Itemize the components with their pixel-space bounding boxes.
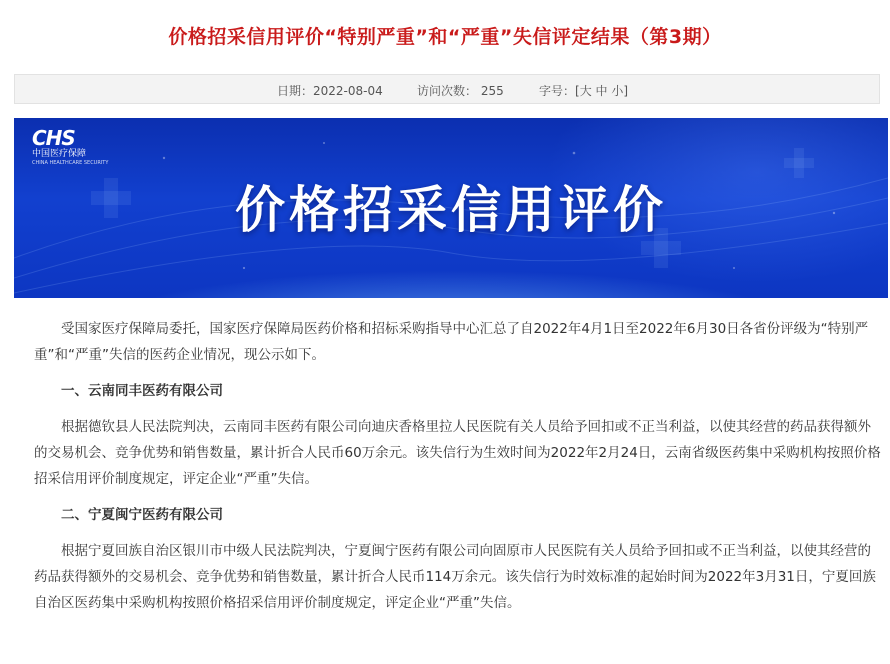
banner-heading: 价格招采信用评价	[235, 180, 667, 239]
section-title: 二、宁夏闽宁医药有限公司	[61, 507, 223, 523]
article-body	[34, 316, 882, 622]
visit-count: 访问次数： 255	[417, 84, 504, 98]
logo-subtext: CHINA HEALTHCARE SECURITY	[32, 160, 109, 166]
font-size-small-link[interactable]: 小	[611, 84, 624, 98]
intro-paragraph: 受国家医疗保障局委托，国家医疗保障局医药价格和招标采购指导中心汇总了自2022年4月1日至2022年6月30日各省份评级为“特别严重”和“严重”失信的医药企业情况，现公示如下。	[34, 321, 869, 363]
font-size-medium-link[interactable]: 中	[595, 84, 608, 98]
font-size-label: 字号：[	[539, 84, 580, 98]
banner-image	[14, 118, 888, 298]
chs-logo	[32, 128, 108, 166]
page-title: 价格招采信用评价“特别严重”和“严重”失信评定结果（第3期）	[168, 26, 722, 48]
font-size-large-link[interactable]: 大	[579, 84, 592, 98]
font-size-close-bracket: ]	[623, 84, 629, 98]
section-title: 一、云南同丰医药有限公司	[61, 383, 223, 399]
logo-mark: CHS	[32, 126, 75, 150]
article-meta-bar	[14, 74, 880, 104]
publish-date: 日期：2022-08-04	[277, 84, 383, 98]
font-size-selector	[539, 82, 628, 99]
logo-text: 中国医疗保障	[32, 149, 87, 159]
section-paragraph: 根据宁夏回族自治区银川市中级人民法院判决，宁夏闽宁医药有限公司向固原市人民医院有关人员给予回扣或不正当利益，以使其经营的药品获得额外的交易机会、竞争优势和销售数量，累计折合人民币114万余元。该失信行为时效标准的起始时间为2022年3月31日，宁夏回族自治区医药集中采购机构按照价格招采信用评价制度规定，评定企业“严重”失信。	[34, 543, 876, 611]
section-paragraph: 根据德钦县人民法院判决，云南同丰医药有限公司向迪庆香格里拉人民医院有关人员给予回扣或不正当利益，以使其经营的药品获得额外的交易机会、竞争优势和销售数量，累计折合人民币60万余元。该失信行为生效时间为2022年2月24日，云南省级医药集中采购机构按照价格招采信用评价制度规定，评定企业“严重”失信。	[34, 419, 881, 487]
